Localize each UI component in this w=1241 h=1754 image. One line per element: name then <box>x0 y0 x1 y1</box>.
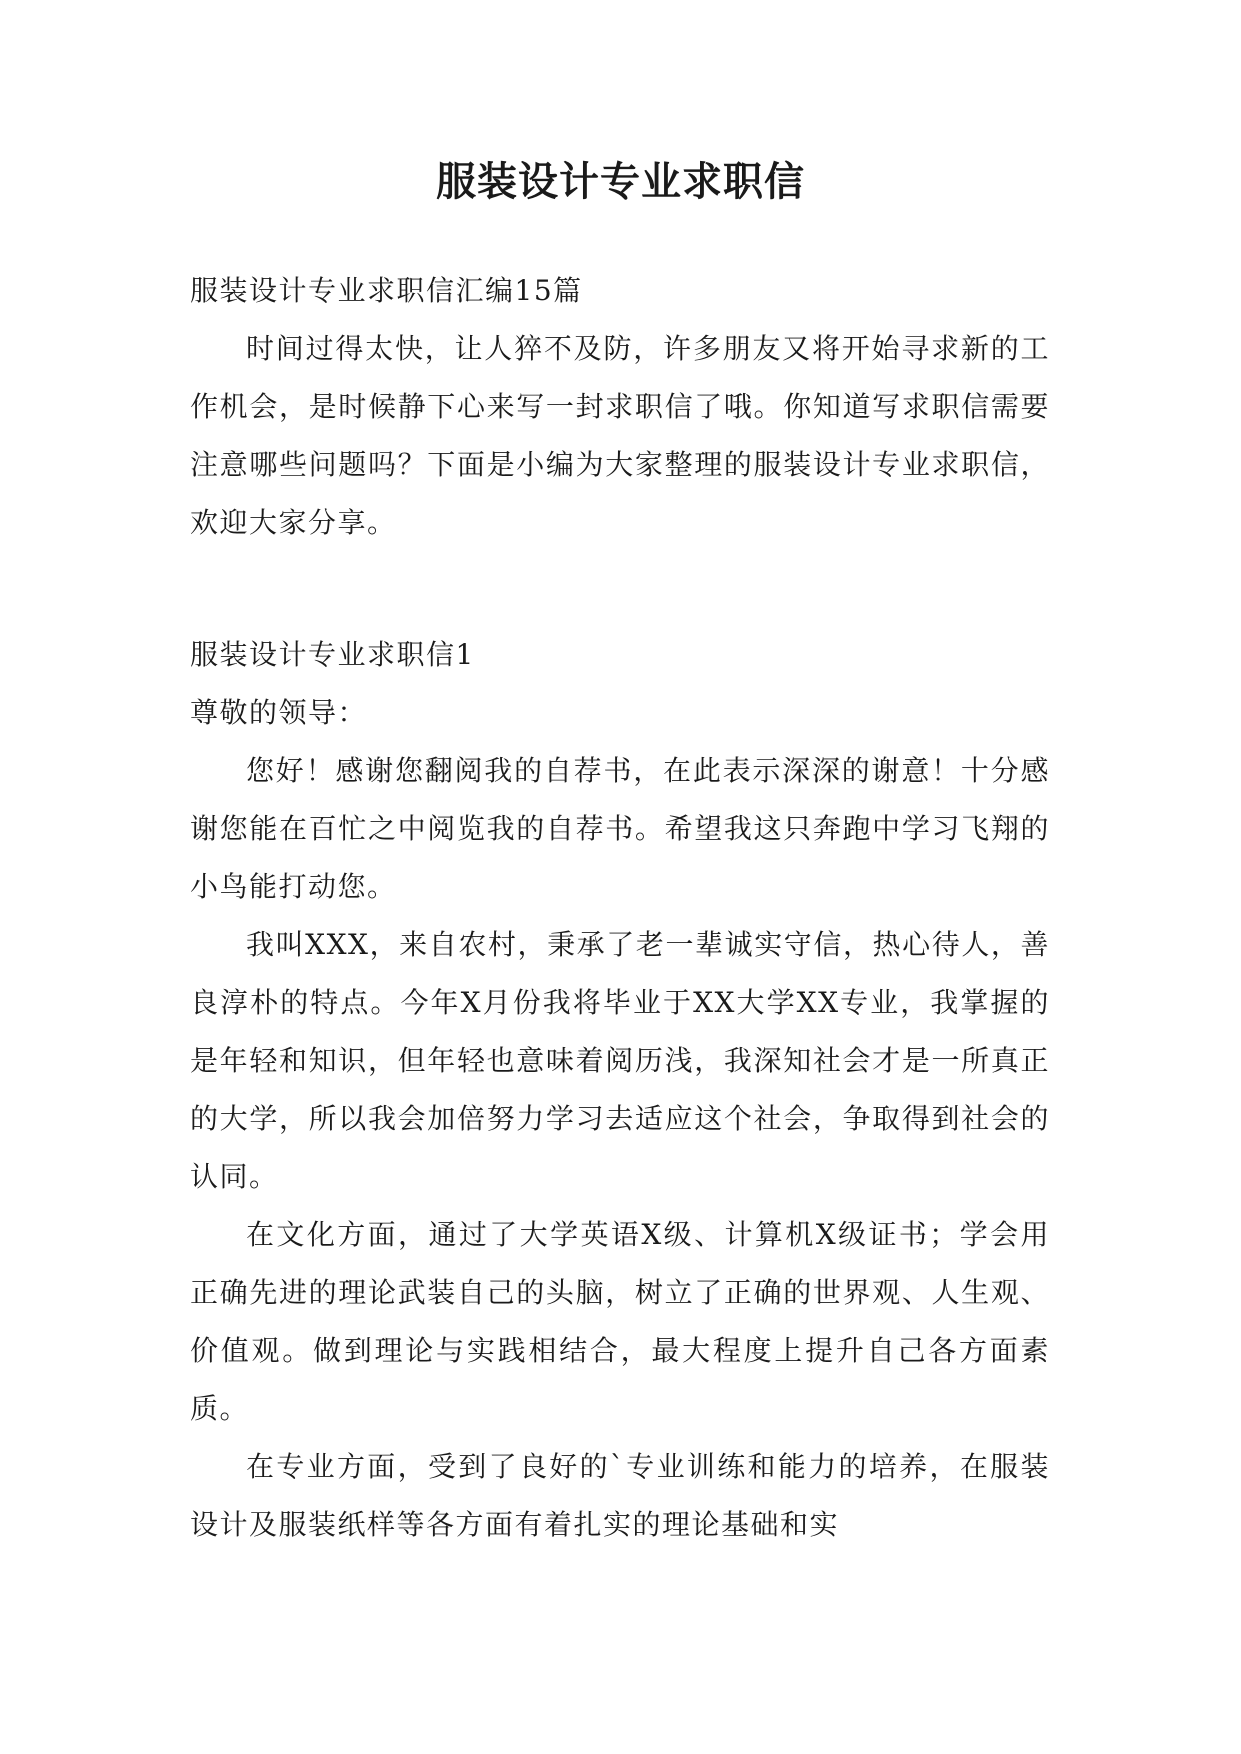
document-body <box>190 262 1050 1554</box>
document-subtitle: 服装设计专业求职信汇编15篇 <box>190 274 583 307</box>
body-paragraph: 您好！感谢您翻阅我的自荐书，在此表示深深的谢意！十分感谢您能在百忙之中阅览我的自荐书。希望我这只奔跑中学习飞翔的小鸟能打动您。 <box>190 754 1050 903</box>
section-heading: 服装设计专业求职信1 <box>190 638 475 671</box>
document-title: 服装设计专业求职信 <box>436 158 805 205</box>
salutation: 尊敬的领导： <box>190 696 368 729</box>
body-paragraph: 我叫XXX，来自农村，秉承了老一辈诚实守信，热心待人，善良淳朴的特点。今年X月份我将毕业于XX大学XX专业，我掌握的是年轻和知识，但年轻也意味着阅历浅，我深知社会才是一所真正的大学，所以我会加倍努力学习去适应这个社会，争取得到社会的认同。 <box>190 928 1050 1193</box>
body-paragraph: 在文化方面，通过了大学英语X级、计算机X级证书；学会用正确先进的理论武装自己的头脑，树立了正确的世界观、人生观、价值观。做到理论与实践相结合，最大程度上提升自己各方面素质。 <box>190 1218 1050 1425</box>
body-paragraph: 在专业方面，受到了良好的`专业训练和能力的培养，在服装设计及服装纸样等各方面有着扎实的理论基础和实 <box>190 1450 1050 1541</box>
intro-paragraph: 时间过得太快，让人猝不及防，许多朋友又将开始寻求新的工作机会，是时候静下心来写一封求职信了哦。你知道写求职信需要注意哪些问题吗？下面是小编为大家整理的服装设计专业求职信，欢迎大家分享。 <box>190 332 1050 539</box>
section-spacer <box>190 552 1050 626</box>
